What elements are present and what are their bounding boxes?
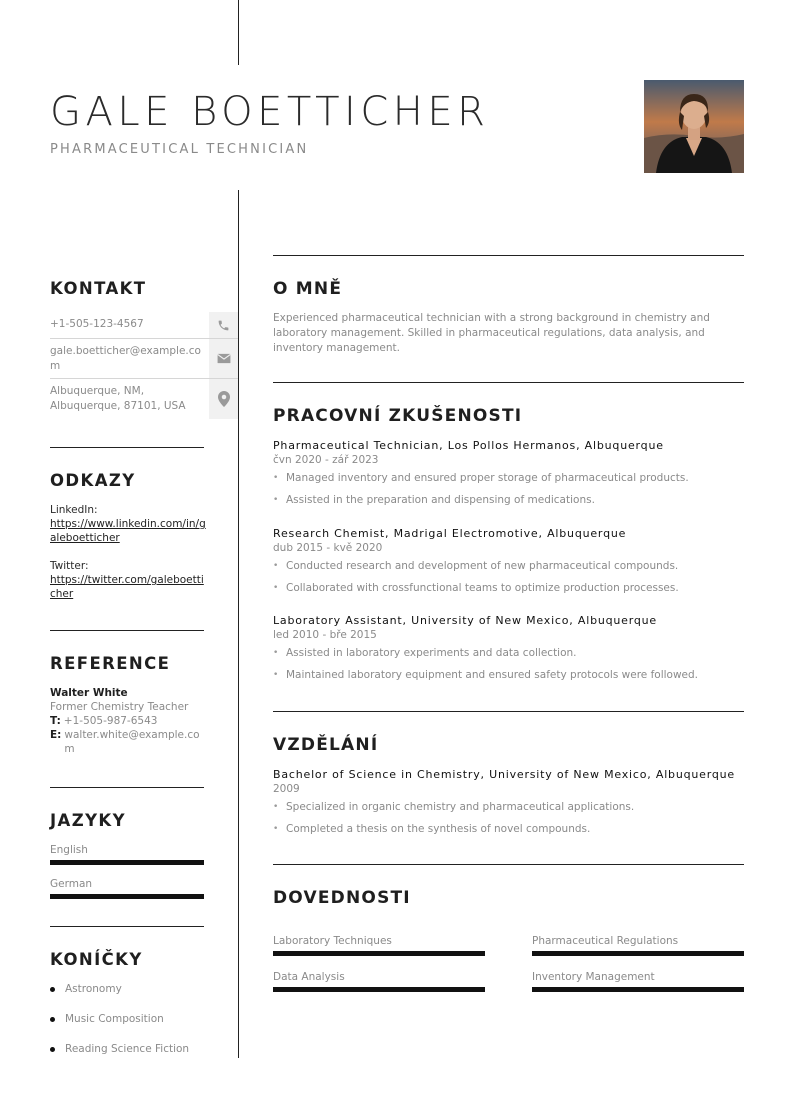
linkedin-link[interactable]: https://www.linkedin.com/in/galeboetticher (50, 518, 206, 544)
skill-level-bar (273, 987, 485, 992)
contact-list (50, 312, 238, 419)
bullet-icon: • (273, 473, 279, 483)
hobby-item (50, 981, 189, 997)
skills-grid (273, 934, 744, 992)
skills-heading: DOVEDNOSTI (273, 888, 411, 908)
skill-level-bar (532, 987, 744, 992)
link-item (50, 559, 210, 601)
references-heading: REFERENCE (50, 654, 171, 673)
section-divider (273, 255, 744, 256)
contact-address-row (50, 379, 238, 419)
skill-name: Inventory Management (532, 971, 655, 983)
skill-name: Laboratory Techniques (273, 935, 392, 947)
bullet-text: Specialized in organic chemistry and pharmaceutical applications. (286, 801, 635, 813)
language-level-bar (50, 894, 204, 899)
skill-item (532, 934, 744, 956)
job-bullets (273, 471, 744, 508)
twitter-link[interactable]: https://twitter.com/galeboetticher (50, 574, 204, 600)
languages-heading: JAZYKY (50, 811, 126, 830)
reference-email-line (50, 728, 210, 756)
hobbies-heading: KONÍČKY (50, 950, 143, 969)
column-divider-line (238, 190, 239, 1058)
bullet-text: Conducted research and development of new pharmaceutical compounds. (286, 560, 679, 572)
reference-phone-line (50, 714, 210, 728)
language-name: German (50, 878, 93, 890)
bullet-text: Managed inventory and ensured proper storage of pharmaceutical products. (286, 472, 689, 484)
skill-name: Pharmaceutical Regulations (532, 935, 679, 947)
about-text: Experienced pharmaceutical technician with a strong background in chemistry and laboratory management. Skilled in pharmaceutical regulations, data analysis, and inventory management. (273, 312, 710, 354)
job-dates: dub 2015 - kvě 2020 (273, 542, 383, 554)
experience-entry (273, 613, 744, 689)
bullet-text: Assisted in the preparation and dispensing of medications. (286, 493, 595, 506)
top-divider-line (238, 0, 239, 65)
job-bullets (273, 559, 744, 596)
bullet-text: Assisted in laboratory experiments and data collection. (286, 647, 577, 659)
bullet-item (273, 800, 744, 815)
skill-item (273, 970, 485, 992)
reference-email[interactable]: walter.white@example.com (64, 729, 200, 755)
bullet-icon: • (273, 494, 279, 505)
job-bullets (273, 646, 744, 683)
hobby-item (50, 1011, 189, 1027)
language-name: English (50, 844, 88, 856)
bullet-icon: • (273, 823, 279, 834)
education-heading: VZDĚLÁNÍ (273, 735, 379, 755)
contact-phone[interactable]: +1-505-123-4567 (50, 318, 144, 330)
candidate-title: PHARMACEUTICAL TECHNICIAN (50, 142, 309, 157)
section-divider (50, 926, 204, 927)
bullet-item (273, 581, 744, 596)
hobby-label: Music Composition (65, 1013, 164, 1025)
bullet-icon: • (273, 669, 279, 680)
candidate-name: GALE BOETTICHER (50, 89, 490, 135)
link-item (50, 503, 210, 545)
education-year: 2009 (273, 783, 300, 795)
links-list (50, 503, 210, 615)
section-divider (50, 630, 204, 631)
language-level-bar (50, 860, 204, 865)
bullet-item (273, 493, 744, 508)
links-heading: ODKAZY (50, 471, 136, 490)
job-heading: Research Chemist, Madrigal Electromotive, Albuquerque (273, 527, 627, 540)
experience-entry (273, 438, 744, 514)
section-divider (50, 447, 204, 448)
link-label: LinkedIn: (50, 504, 98, 516)
bullet-dot-icon (50, 1047, 55, 1052)
contact-email-row (50, 339, 238, 379)
education-heading-text: Bachelor of Science in Chemistry, University of New Mexico, Albuquerque (273, 768, 735, 781)
skill-level-bar (532, 951, 744, 956)
job-dates: čvn 2020 - zář 2023 (273, 454, 379, 466)
language-item (50, 877, 204, 899)
envelope-icon (209, 339, 238, 378)
section-divider (273, 864, 744, 865)
education-entry (273, 767, 744, 843)
bullet-item (273, 559, 744, 574)
language-item (50, 843, 204, 865)
contact-address: Albuquerque, NM, Albuquerque, 87101, USA (50, 385, 186, 412)
bullet-item (273, 822, 744, 837)
bullet-text: Maintained laboratory equipment and ensured safety protocols were followed. (286, 668, 699, 681)
job-heading: Pharmaceutical Technician, Los Pollos Hermanos, Albuquerque (273, 439, 664, 452)
education-bullets (273, 800, 744, 837)
experience-heading: PRACOVNÍ ZKUŠENOSTI (273, 406, 523, 426)
bullet-dot-icon (50, 1017, 55, 1022)
reference-entry (50, 686, 210, 756)
profile-photo (644, 80, 744, 173)
link-label: Twitter: (50, 560, 89, 572)
job-dates: led 2010 - bře 2015 (273, 629, 377, 641)
bullet-icon: • (273, 582, 279, 593)
contact-phone-row (50, 312, 238, 339)
bullet-text: Collaborated with crossfunctional teams to optimize production processes. (286, 581, 679, 594)
reference-role: Former Chemistry Teacher (50, 701, 189, 713)
section-divider (50, 787, 204, 788)
section-divider (273, 382, 744, 383)
contact-email[interactable]: gale.boetticher@example.com (50, 345, 201, 372)
skill-name: Data Analysis (273, 971, 345, 983)
hobby-label: Reading Science Fiction (65, 1043, 190, 1055)
hobby-label: Astronomy (65, 983, 122, 995)
reference-name: Walter White (50, 687, 128, 699)
skill-item (532, 970, 744, 992)
bullet-text: Completed a thesis on the synthesis of novel compounds. (286, 822, 591, 835)
reference-email-key: E: (50, 729, 62, 741)
phone-icon (209, 312, 238, 338)
map-pin-icon (209, 379, 238, 419)
hobbies-list (50, 981, 189, 1071)
bullet-icon: • (273, 561, 279, 571)
bullet-icon: • (273, 802, 279, 812)
skill-level-bar (273, 951, 485, 956)
bullet-dot-icon (50, 987, 55, 992)
bullet-icon: • (273, 648, 279, 658)
job-heading: Laboratory Assistant, University of New Mexico, Albuquerque (273, 614, 658, 627)
hobby-item (50, 1041, 189, 1057)
bullet-item (273, 471, 744, 486)
section-divider (273, 711, 744, 712)
bullet-item (273, 668, 744, 683)
experience-entry (273, 526, 744, 602)
about-heading: O MNĚ (273, 279, 343, 299)
bullet-item (273, 646, 744, 661)
reference-phone-key: T: (50, 715, 61, 727)
skill-item (273, 934, 485, 956)
contact-heading: KONTAKT (50, 279, 147, 298)
reference-phone[interactable]: +1-505-987-6543 (63, 715, 158, 727)
